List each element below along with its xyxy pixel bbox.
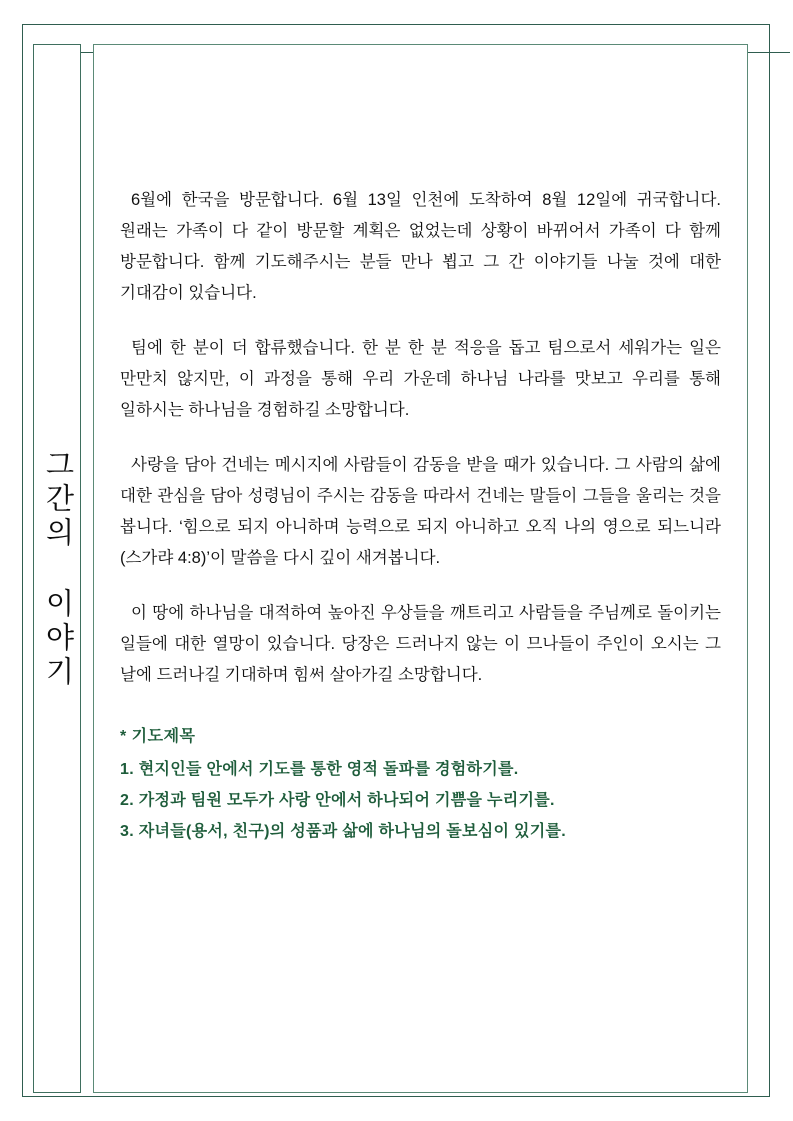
paragraph-1: 6월에 한국을 방문합니다. 6월 13일 인천에 도착하여 8월 12일에 귀국합니다. 원래는 가족이 다 같이 방문할 계획은 없었는데 상황이 바뀌어서 가족이 다 함께 방문합니다. 함께 기도해주시는 분들 만나 뵙고 그 간 이야기들 나눌 것에 대한 기대감이 있습니다. — [120, 191, 721, 302]
prayer-request-item-3: 3. 자녀들(용서, 친구)의 성품과 삶에 하나님의 돌보심이 있기를. — [120, 823, 567, 840]
content-box — [93, 44, 748, 1093]
section-title-text: 그간의 이야기 — [41, 449, 74, 690]
prayer-request-item-1: 1. 현지인들 안에서 기도를 통한 영적 돌파를 경험하기를. — [120, 761, 519, 778]
content-body — [94, 45, 747, 1092]
paragraph-4: 이 땅에 하나님을 대적하여 높아진 우상들을 깨트리고 사람들을 주님께로 돌이키는 일들에 대한 열망이 있습니다. 당장은 드러나지 않는 이 므나들이 주인이 오시는 그 날에 드러나길 기대하며 힘써 살아가길 소망합니다. — [120, 604, 721, 684]
prayer-requests-title: * 기도제목 — [120, 728, 196, 745]
section-title-tab — [33, 44, 81, 1093]
paragraph-2: 팀에 한 분이 더 합류했습니다. 한 분 한 분 적응을 돕고 팀으로서 세워가는 일은 만만치 않지만, 이 과정을 통해 우리 가운데 하나님 나라를 맛보고 우리를 통해 일하시는 하나님을 경험하길 소망합니다. — [120, 339, 721, 419]
paragraph-3: 사랑을 담아 건네는 메시지에 사람들이 감동을 받을 때가 있습니다. 그 사람의 삶에 대한 관심을 담아 성령님이 주시는 감동을 따라서 건네는 말들이 그들을 울리는 것을 봅니다. ‘힘으로 되지 아니하며 능력으로 되지 아니하고 오직 나의 영으로 되느니라(스가랴 4:8)’이 말씀을 다시 깊이 새겨봅니다. — [120, 456, 721, 567]
prayer-request-item-2: 2. 가정과 팀원 모두가 사랑 안에서 하나되어 기쁨을 누리기를. — [120, 792, 555, 809]
prayer-requests-block — [120, 721, 721, 847]
